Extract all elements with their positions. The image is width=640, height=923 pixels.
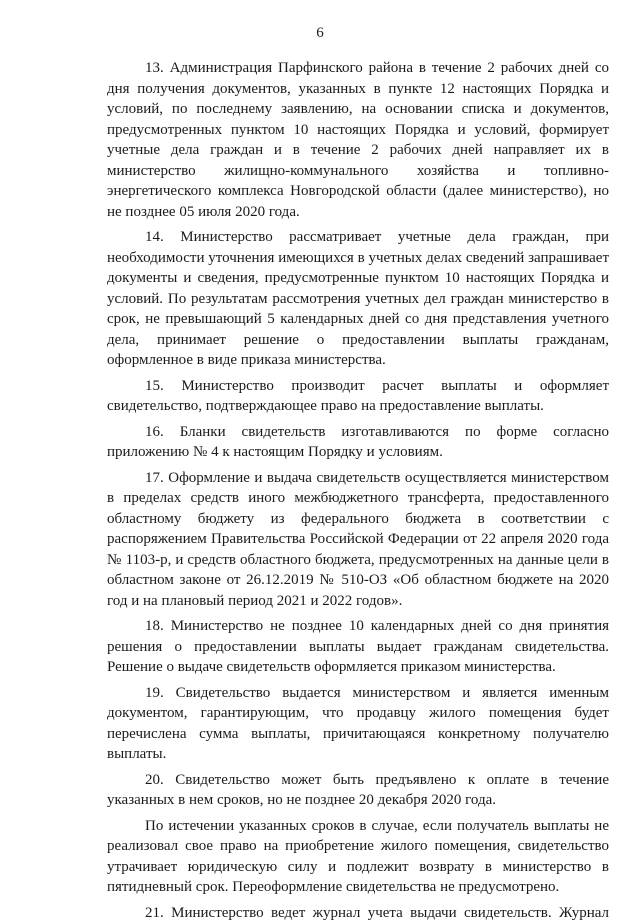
paragraph-13: 13. Администрация Парфинского района в течение 2 рабочих дней со дня получения документов, указанных в пункте 12 настоящих Порядка и условий, по последнему заявлению, на основании списка и документов, предусмотренных пунктом 10 настоящих Порядка и условий, формирует учетные дела граждан и в течение 2 рабочих дней направляет их в министерство жилищно-коммунального хозяйства и топливно-энергетического комплекса Новгородской области (далее министерство), но не позднее 05 июля 2020 года.: [107, 58, 609, 222]
paragraph-21: 21. Министерство ведет журнал учета выдачи свидетельств. Журнал: [107, 903, 609, 923]
paragraph-18: 18. Министерство не позднее 10 календарных дней со дня принятия решения о предоставлении выплаты выдает гражданам свидетельства. Решение о выдаче свидетельств оформляется приказом министерства.: [107, 616, 609, 678]
document-body: [107, 58, 609, 923]
paragraph-14: 14. Министерство рассматривает учетные дела граждан, при необходимости уточнения имеющихся в учетных делах сведений запрашивает документы и сведения, предусмотренные пунктом 10 настоящих Порядка и условий. По результатам рассмотрения учетных дел граждан министерство в срок, не превышающий 5 календарных дней со дня представления учетного дела, принимает решение о предоставлении выплаты гражданам, оформленное в виде приказа министерства.: [107, 227, 609, 371]
page-number: 6: [0, 24, 640, 42]
paragraph-16: 16. Бланки свидетельств изготавливаются по форме согласно приложению № 4 к настоящим Порядку и условиям.: [107, 422, 609, 463]
paragraph-17: 17. Оформление и выдача свидетельств осуществляется министерством в пределах средств иного межбюджетного трансферта, предоставленного областному бюджету из федерального бюджета в соответствии с распоряжением Правительства Российской Федерации от 22 апреля 2020 года № 1103-р, и средств областного бюджета, предусмотренных на данные цели в областном законе от 26.12.2019 № 510-ОЗ «Об областном бюджете на 2020 год и на плановый период 2021 и 2022 годов».: [107, 468, 609, 612]
paragraph-19: 19. Свидетельство выдается министерством и является именным документом, гарантирующим, что продавцу жилого помещения будет перечислена сумма выплаты, причитающаяся конкретному получателю выплаты.: [107, 683, 609, 765]
paragraph-20: 20. Свидетельство может быть предъявлено к оплате в течение указанных в нем сроков, но не позднее 20 декабря 2020 года.: [107, 770, 609, 811]
paragraph-15: 15. Министерство производит расчет выплаты и оформляет свидетельство, подтверждающее право на предоставление выплаты.: [107, 376, 609, 417]
paragraph-20-continuation: По истечении указанных сроков в случае, если получатель выплаты не реализовал свое право на приобретение жилого помещения, свидетельство утрачивает юридическую силу и подлежит возврату в министерство в пятидневный срок. Переоформление свидетельства не предусмотрено.: [107, 816, 609, 898]
